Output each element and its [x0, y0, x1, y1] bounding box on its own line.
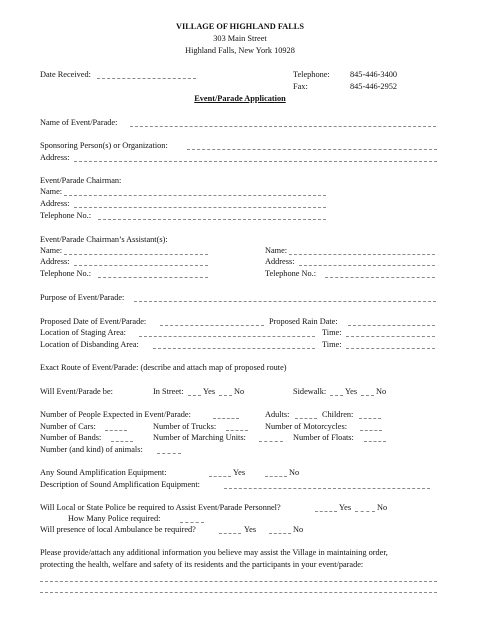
- trucks-field[interactable]: [226, 430, 248, 431]
- people-expected-label: Number of People Expected in Event/Parade:: [40, 410, 191, 419]
- trucks-label: Number of Trucks:: [153, 422, 217, 431]
- chairman-address-label: Address:: [40, 199, 70, 208]
- sound-description-field[interactable]: [224, 488, 430, 489]
- sidewalk-no-label: No: [376, 387, 387, 396]
- assistant1-name-label: Name:: [40, 246, 63, 255]
- ambulance-yes-field[interactable]: [219, 533, 241, 534]
- disbanding-area-label: Location of Disbanding Area:: [40, 340, 139, 349]
- form-title: Event/Parade Application: [194, 94, 286, 103]
- ambulance-no-field[interactable]: [269, 533, 291, 534]
- disbanding-time-field[interactable]: [346, 348, 435, 349]
- proposed-date-label: Proposed Date of Event/Parade:: [40, 317, 147, 326]
- people-expected-field[interactable]: [213, 418, 239, 419]
- assistant2-address-field[interactable]: [299, 265, 435, 266]
- sponsor-address-label: Address:: [40, 153, 70, 162]
- info-line-1[interactable]: [40, 581, 437, 582]
- bands-label: Number of Bands:: [40, 433, 102, 442]
- assistant1-telephone-label: Telephone No.:: [40, 269, 92, 278]
- chairman-telephone-label: Telephone No.:: [40, 211, 92, 220]
- sidewalk-yes-field[interactable]: [330, 395, 343, 396]
- sponsor-address-field[interactable]: [74, 161, 437, 162]
- assistant1-address-field[interactable]: [74, 265, 208, 266]
- how-many-police-field[interactable]: [180, 522, 204, 523]
- police-yes-field[interactable]: [315, 511, 337, 512]
- children-label: Children:: [322, 410, 354, 419]
- floats-field[interactable]: [364, 441, 386, 442]
- village-title: VILLAGE OF HIGHLAND FALLS: [176, 22, 304, 31]
- motorcycles-field[interactable]: [360, 430, 382, 431]
- staging-area-field[interactable]: [139, 336, 315, 337]
- assistant1-name-field[interactable]: [64, 254, 208, 255]
- motorcycles-label: Number of Motorcycles:: [265, 422, 348, 431]
- sound-description-label: Description of Sound Amplification Equipment:: [40, 480, 200, 489]
- fax-value: 845-446-2952: [350, 82, 398, 91]
- date-received-label: Date Received:: [40, 70, 91, 79]
- staging-area-label: Location of Staging Area:: [40, 328, 126, 337]
- in-street-yes-label: Yes: [203, 387, 216, 396]
- disbanding-time-label: Time:: [322, 340, 342, 349]
- sound-yes-label: Yes: [233, 468, 246, 477]
- village-street: 303 Main Street: [213, 34, 267, 43]
- sound-yes-field[interactable]: [209, 476, 231, 477]
- children-field[interactable]: [359, 418, 381, 419]
- chairman-name-field[interactable]: [64, 195, 326, 196]
- cars-label: Number of Cars:: [40, 422, 96, 431]
- chairman-name-label: Name:: [40, 187, 63, 196]
- rain-date-label: Proposed Rain Date:: [269, 317, 338, 326]
- in-street-no-field[interactable]: [219, 395, 232, 396]
- marching-units-field[interactable]: [259, 441, 283, 442]
- exact-route-label: Exact Route of Event/Parade: (describe and attach map of proposed route): [40, 363, 287, 372]
- sound-equipment-label: Any Sound Amplification Equipment:: [40, 468, 167, 477]
- purpose-field[interactable]: [134, 301, 436, 302]
- ambulance-yes-label: Yes: [244, 525, 257, 534]
- sound-no-label: No: [289, 468, 300, 477]
- police-required-label: Will Local or State Police be required to Assist Event/Parade Personnel?: [40, 503, 281, 512]
- sidewalk-yes-label: Yes: [345, 387, 358, 396]
- marching-units-label: Number of Marching Units:: [153, 433, 246, 442]
- telephone-label: Telephone:: [293, 70, 330, 79]
- chairman-address-field[interactable]: [74, 207, 326, 208]
- police-no-field[interactable]: [355, 511, 375, 512]
- assistant1-address-label: Address:: [40, 257, 70, 266]
- info-text-line1: Please provide/attach any additional information you believe may assist the Village in maintaining order,: [40, 548, 388, 557]
- assistant2-address-label: Address:: [265, 257, 295, 266]
- assistant-heading: Event/Parade Chairman’s Assistant(s):: [40, 235, 168, 244]
- village-city: Highland Falls, New York 10928: [185, 46, 295, 55]
- chairman-telephone-field[interactable]: [98, 219, 326, 220]
- staging-time-field[interactable]: [346, 336, 435, 337]
- sound-no-field[interactable]: [265, 476, 287, 477]
- ambulance-label: Will presence of local Ambulance be required?: [40, 525, 196, 534]
- sponsor-label: Sponsoring Person(s) or Organization:: [40, 141, 168, 150]
- in-street-yes-field[interactable]: [188, 395, 201, 396]
- adults-label: Adults:: [265, 410, 290, 419]
- info-line-2[interactable]: [40, 592, 437, 593]
- floats-label: Number of Floats:: [293, 433, 354, 442]
- date-received-field[interactable]: [97, 78, 196, 79]
- bands-field[interactable]: [111, 441, 133, 442]
- assistant2-telephone-label: Telephone No.:: [265, 269, 317, 278]
- assistant2-telephone-field[interactable]: [325, 277, 435, 278]
- police-yes-label: Yes: [339, 503, 352, 512]
- proposed-date-field[interactable]: [160, 325, 264, 326]
- cars-field[interactable]: [105, 430, 127, 431]
- fax-label: Fax:: [293, 82, 308, 91]
- ambulance-no-label: No: [293, 525, 304, 534]
- rain-date-field[interactable]: [348, 325, 435, 326]
- in-street-label: In Street:: [153, 387, 184, 396]
- staging-time-label: Time:: [322, 328, 342, 337]
- event-name-field[interactable]: [130, 126, 436, 127]
- info-text-line2: protecting the health, welfare and safety of its residents and the participants in your event/parade:: [40, 560, 364, 569]
- adults-field[interactable]: [295, 418, 317, 419]
- animals-label: Number (and kind) of animals:: [40, 445, 143, 454]
- disbanding-area-field[interactable]: [153, 348, 315, 349]
- police-no-label: No: [377, 503, 388, 512]
- assistant1-telephone-field[interactable]: [98, 277, 208, 278]
- purpose-label: Purpose of Event/Parade:: [40, 293, 125, 302]
- sidewalk-label: Sidewalk:: [293, 387, 327, 396]
- sidewalk-no-field[interactable]: [361, 395, 374, 396]
- assistant2-name-label: Name:: [265, 246, 288, 255]
- assistant2-name-field[interactable]: [289, 254, 435, 255]
- animals-field[interactable]: [157, 453, 181, 454]
- in-street-no-label: No: [234, 387, 245, 396]
- how-many-police-label: How Many Police required:: [68, 514, 161, 523]
- event-name-label: Name of Event/Parade:: [40, 118, 118, 127]
- sponsor-field[interactable]: [187, 149, 437, 150]
- chairman-heading: Event/Parade Chairman:: [40, 176, 122, 185]
- will-be-label: Will Event/Parade be:: [40, 387, 113, 396]
- telephone-value: 845-446-3400: [350, 70, 398, 79]
